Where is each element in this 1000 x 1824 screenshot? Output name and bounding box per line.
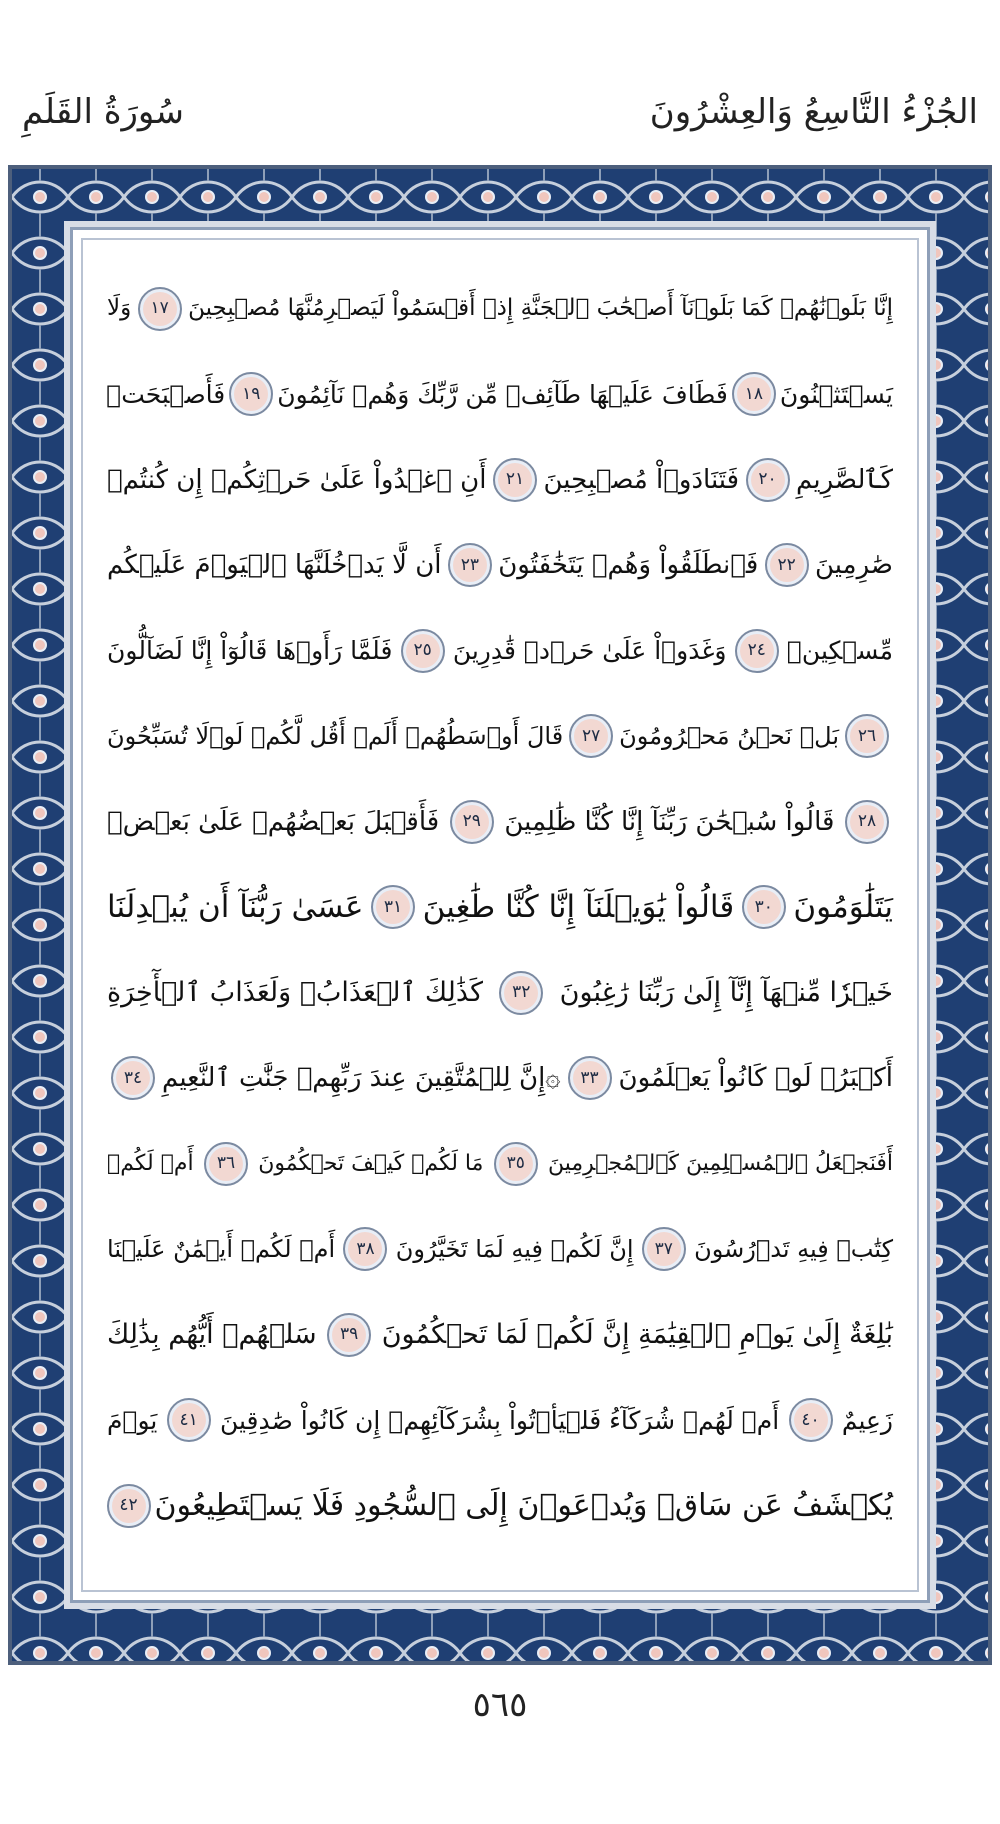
verse-number-marker: ٢٣ [448, 543, 492, 587]
verse-text: قَالُواْ سُبۡحَٰنَ رَبِّنَآ إِنَّا كُنَّا ظَٰلِمِينَ [504, 806, 835, 837]
verse-text: أَكۡبَرُۚ لَوۡ كَانُواْ يَعۡلَمُونَ [618, 1063, 893, 1094]
verse-text: يَسۡتَثۡنُونَ [779, 379, 893, 409]
verse-text: مَا لَكُمۡ كَيۡفَ تَحۡكُمُونَ [258, 1150, 484, 1176]
verse-number-marker: ٣٠ [742, 885, 786, 929]
verse-number-marker: ٣١ [371, 885, 415, 929]
verse-line [107, 1463, 893, 1549]
verse-text: وَلَا [107, 295, 132, 322]
surah-name: سُورَةُ القَلَمِ [22, 92, 184, 132]
verse-line [107, 608, 893, 694]
verse-text: بَٰلِغَةٌ إِلَىٰ يَوۡمِ ٱلۡقِيَٰمَةِ إِنَّ لَكُمۡ لَمَا تَحۡكُمُونَ [381, 1319, 893, 1351]
verse-line [107, 865, 893, 951]
verse-number-marker: ٢١ [493, 458, 537, 502]
verse-text: يُكۡشَفُ عَن سَاقٖ وَيُدۡعَوۡنَ إِلَى ٱلسُّجُودِ فَلَا يَسۡتَطِيعُونَ [154, 1487, 893, 1523]
verse-number-marker: ٢٢ [765, 543, 809, 587]
verse-number-marker: ١٩ [229, 372, 273, 416]
verse-number-marker: ٣٣ [568, 1056, 612, 1100]
juz-name: الجُزْءُ التَّاسِعُ وَالعِشْرُونَ [649, 92, 978, 132]
verse-text: كَذَٰلِكَ ٱلۡعَذَابُۖ وَلَعَذَابُ ٱلۡأٓخِرَةِ [107, 977, 483, 1009]
verse-text: بَلۡ نَحۡنُ مَحۡرُومُونَ [619, 722, 839, 751]
page-number: ٥٦٥ [472, 1685, 528, 1725]
verse-line [107, 1292, 893, 1378]
text-panel [70, 227, 930, 1603]
verse-number-marker: ١٧ [138, 287, 182, 331]
verse-text: زَعِيمٌ [841, 1405, 893, 1435]
verse-text: صَٰرِمِينَ [815, 550, 893, 581]
verse-text: وَغَدَوۡاْ عَلَىٰ حَرۡدٖ قَٰدِرِينَ [452, 636, 727, 666]
verse-number-marker: ٣٥ [494, 1142, 538, 1186]
verse-line [107, 1121, 893, 1207]
verse-text: أَمۡ لَهُمۡ شُرَكَآءُ فَلۡيَأۡتُواْ بِشُرَكَآئِهِمۡ إِن كَانُواْ صَٰدِقِينَ [219, 1405, 780, 1435]
ornamental-frame [8, 165, 992, 1665]
verse-text: سَلۡهُمۡ أَيُّهُم بِذَٰلِكَ [107, 1319, 317, 1351]
verse-text: إِنَّ لَكُمۡ فِيهِ لَمَا تَخَيَّرُونَ [395, 1235, 634, 1264]
verse-text: أَمۡ لَكُمۡ [107, 1150, 194, 1176]
verse-text: يَتَلَٰوَمُونَ [793, 888, 893, 925]
verse-text: مِّسۡكِينٞ [786, 636, 893, 666]
verse-number-marker: ٢٩ [450, 800, 494, 844]
verse-number-marker: ٢٨ [845, 800, 889, 844]
verse-text: فَأَقۡبَلَ بَعۡضُهُمۡ عَلَىٰ بَعۡضٖ [107, 806, 440, 837]
verse-number-marker: ٤١ [167, 1398, 211, 1442]
verse-text: إِنَّا بَلَوۡنَٰهُمۡ كَمَا بَلَوۡنَآ أَصۡحَٰبَ ٱلۡجَنَّةِ إِذۡ أَقۡسَمُواْ لَيَصۡرِمُنَّهَا مُصۡبِحِينَ [188, 295, 893, 322]
verse-text: كِتَٰبٞ فِيهِ تَدۡرُسُونَ [694, 1235, 893, 1264]
verse-text: فَلَمَّا رَأَوۡهَا قَالُوٓاْ إِنَّا لَضَآلُّونَ [107, 636, 393, 666]
verse-text: قَالُواْ يَٰوَيۡلَنَآ إِنَّا كُنَّا طَٰغِينَ [422, 888, 735, 925]
verse-number-marker: ٣٢ [499, 971, 543, 1015]
verse-line [107, 352, 893, 438]
verse-number-marker: ٣٤ [111, 1056, 155, 1100]
verse-text: فَطَافَ عَلَيۡهَا طَآئِفٞ مِّن رَّبِّكَ وَهُمۡ نَآئِمُونَ [277, 379, 728, 409]
verse-number-marker: ٣٨ [343, 1227, 387, 1271]
verse-line [107, 437, 893, 523]
verse-number-marker: ٣٦ [204, 1142, 248, 1186]
verse-text: كَٱلصَّرِيمِ [796, 464, 893, 495]
verse-line [107, 523, 893, 609]
verse-text: أَنِ ٱغۡدُواْ عَلَىٰ حَرۡثِكُمۡ إِن كُنتُمۡ [107, 464, 487, 495]
verse-text: فَأَصۡبَحَتۡ [106, 379, 226, 409]
verse-text: أَفَنَجۡعَلُ ٱلۡمُسۡلِمِينَ كَٱلۡمُجۡرِمِينَ [548, 1150, 893, 1176]
verse-number-marker: ٢٥ [401, 629, 445, 673]
verse-text: يَوۡمَ [107, 1405, 158, 1435]
verse-text: فَتَنَادَوۡاْ مُصۡبِحِينَ [543, 464, 740, 495]
verse-line [107, 1378, 893, 1464]
verse-line [107, 694, 893, 780]
verse-text: عَسَىٰ رَبُّنَآ أَن يُبۡدِلَنَا [107, 888, 364, 925]
verse-line [107, 950, 893, 1036]
verse-text-area [107, 266, 893, 1570]
verse-number-marker: ٢٦ [845, 714, 889, 758]
page-header [0, 0, 1000, 165]
verse-text: أَن لَّا يَدۡخُلَنَّهَا ٱلۡيَوۡمَ عَلَيۡكُم [107, 550, 442, 581]
verse-text: خَيۡرٗا مِّنۡهَآ إِنَّآ إِلَىٰ رَبِّنَا رَٰغِبُونَ [559, 977, 893, 1009]
verse-number-marker: ٢٤ [735, 629, 779, 673]
verse-number-marker: ٣٧ [642, 1227, 686, 1271]
verse-line [107, 266, 893, 352]
verse-line [107, 1207, 893, 1293]
verse-number-marker: ٢٠ [746, 458, 790, 502]
verse-number-marker: ٤٢ [107, 1484, 151, 1528]
verse-text: فَٱنطَلَقُواْ وَهُمۡ يَتَخَٰفَتُونَ [498, 550, 759, 581]
verse-number-marker: ١٨ [732, 372, 776, 416]
verse-number-marker: ٣٩ [327, 1313, 371, 1357]
verse-text: ۞إِنَّ لِلۡمُتَّقِينَ عِندَ رَبِّهِمۡ جَنَّٰتِ ٱلنَّعِيمِ [162, 1063, 561, 1094]
verse-line [107, 1036, 893, 1122]
verse-text: أَمۡ لَكُمۡ أَيۡمَٰنٌ عَلَيۡنَا [107, 1235, 336, 1264]
verse-text: قَالَ أَوۡسَطُهُمۡ أَلَمۡ أَقُل لَّكُمۡ لَوۡلَا تُسَبِّحُونَ [107, 722, 564, 751]
verse-number-marker: ٤٠ [789, 1398, 833, 1442]
verse-line [107, 779, 893, 865]
verse-number-marker: ٢٧ [569, 714, 613, 758]
